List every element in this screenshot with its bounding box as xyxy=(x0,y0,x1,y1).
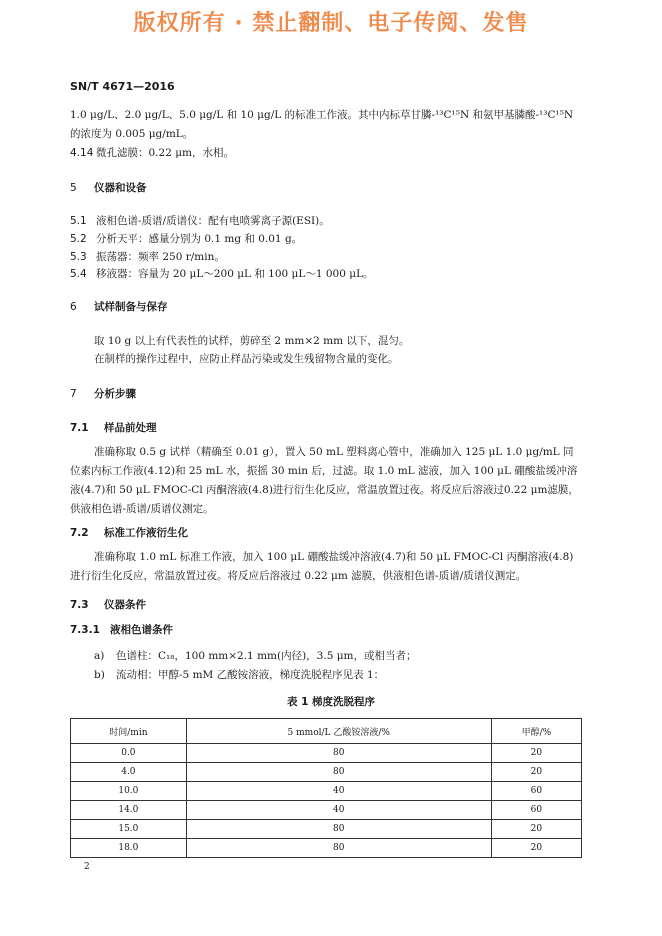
table-cell: 10.0 xyxy=(71,782,187,801)
table-row xyxy=(71,839,582,858)
table-cell: 80 xyxy=(186,839,491,858)
item-number: 5.4 xyxy=(70,268,87,280)
item-number: 4.14 xyxy=(70,147,94,159)
table-cell: 80 xyxy=(186,744,491,763)
section-7-1-heading xyxy=(70,420,157,435)
table-cell: 20 xyxy=(491,839,581,858)
item-text: 分析天平：感量分别为 0.1 mg 和 0.01 g。 xyxy=(96,233,303,245)
list-item-a xyxy=(94,648,417,663)
watermark-text: 版权所有 · 禁止翻制、电子传阅、发售 xyxy=(133,11,529,36)
item-text: 移液器：容量为 20 μL～200 μL 和 100 μL～1 000 μL。 xyxy=(96,268,374,280)
header-methanol: 甲醇/% xyxy=(491,719,581,744)
table-row xyxy=(71,801,582,820)
table-cell: 20 xyxy=(491,763,581,782)
standard-number: SN/T 4671—2016 xyxy=(70,80,175,93)
section-7-1-paragraph: 准确称取 0.5 g 试样（精确至 0.01 g），置入 50 mL 塑料离心管中，准确加入 125 μL 1.0 μg/mL 同位素内标工作液(4.12)和 25 mL 水，振摇 30 min 后，过滤。取 1.0 mL 滤液，加入 100 μL 硼酸盐缓冲溶液(4.7)和 50 μL FMOC-Cl 丙酮溶液(4.8)进行衍生化反应，常温放置过夜。将反应后溶液过0.22 μm滤膜，供液相色谱-质谱/质谱仪测定。 xyxy=(70,446,579,515)
gradient-table xyxy=(70,718,582,858)
table-cell: 60 xyxy=(491,801,581,820)
table-cell: 15.0 xyxy=(71,820,187,839)
section-number: 5 xyxy=(70,182,77,194)
table-cell: 60 xyxy=(491,782,581,801)
section-6-paragraph-1: 取 10 g 以上有代表性的试样，剪碎至 2 mm×2 mm 以下，混匀。 xyxy=(94,335,410,347)
table-cell: 20 xyxy=(491,744,581,763)
item-text: 微孔滤膜：0.22 μm，水相。 xyxy=(96,147,234,159)
section-title: 液相色谱条件 xyxy=(110,624,173,636)
table-cell: 14.0 xyxy=(71,801,187,820)
table-row xyxy=(71,782,582,801)
section-5-heading xyxy=(70,180,147,195)
table-title: 表 1 梯度洗脱程序 xyxy=(286,696,376,708)
list-item-b xyxy=(94,667,384,682)
table-row xyxy=(71,744,582,763)
item-4-14 xyxy=(70,145,234,160)
section-number: 6 xyxy=(70,301,77,313)
page-number: 2 xyxy=(84,862,90,872)
item-text: 振荡器：频率 250 r/min。 xyxy=(96,251,225,263)
section-number: 7.3.1 xyxy=(70,624,100,636)
item-5-1 xyxy=(70,213,330,228)
table-header-row xyxy=(71,719,582,744)
section-number: 7.3 xyxy=(70,599,89,611)
section-7-3-1-heading xyxy=(70,622,173,637)
table-row xyxy=(71,820,582,839)
table-cell: 0.0 xyxy=(71,744,187,763)
table-cell: 80 xyxy=(186,820,491,839)
section-6-heading xyxy=(70,299,168,314)
table-row xyxy=(71,763,582,782)
list-text: 色谱柱：C₁₈，100 mm×2.1 mm(内径)，3.5 μm，或相当者； xyxy=(116,650,417,662)
item-number: 5.1 xyxy=(70,215,87,227)
list-marker: b) xyxy=(94,669,105,681)
section-6-paragraph-2: 在制样的操作过程中，应防止样品污染或发生残留物含量的变化。 xyxy=(94,353,399,365)
section-7-2-heading xyxy=(70,525,188,540)
section-title: 样品前处理 xyxy=(104,422,157,434)
header-time: 时间/min xyxy=(71,719,187,744)
section-title: 仪器和设备 xyxy=(94,182,147,194)
section-number: 7.2 xyxy=(70,527,89,539)
header-ammonium-acetate: 5 mmol/L 乙酸铵溶液/% xyxy=(186,719,491,744)
section-title: 分析步骤 xyxy=(94,388,136,400)
list-text: 流动相：甲醇-5 mM 乙酸铵溶液，梯度洗脱程序见表 1： xyxy=(116,669,385,681)
table-cell: 80 xyxy=(186,763,491,782)
table-cell: 4.0 xyxy=(71,763,187,782)
table-cell: 40 xyxy=(186,801,491,820)
item-5-2 xyxy=(70,231,302,246)
section-title: 试样制备与保存 xyxy=(94,301,168,313)
item-text: 液相色谱-质谱/质谱仪：配有电喷雾离子源(ESI)。 xyxy=(96,215,330,227)
item-5-3 xyxy=(70,249,225,264)
section-title: 仪器条件 xyxy=(104,599,146,611)
section-number: 7 xyxy=(70,388,77,400)
section-7-heading xyxy=(70,386,136,401)
table-cell: 40 xyxy=(186,782,491,801)
section-7-3-heading xyxy=(70,597,146,612)
item-number: 5.3 xyxy=(70,251,87,263)
section-title: 标准工作液衍生化 xyxy=(104,527,188,539)
list-marker: a) xyxy=(94,650,105,662)
paragraph-4-13-continued: 1.0 μg/L、2.0 μg/L、5.0 μg/L 和 10 μg/L 的标准工作液。其中内标草甘膦-¹³C¹⁵N 和氨甲基膦酸-¹³C¹⁵N的浓度为 0.005 μg/mL。 xyxy=(70,109,574,140)
section-7-2-paragraph: 准确称取 1.0 mL 标准工作液，加入 100 μL 硼酸盐缓冲溶液(4.7)和 50 μL FMOC-Cl 丙酮溶液(4.8)进行衍生化反应，常温放置过夜。将反应后溶液过 0.22 μm 滤膜，供液相色谱-质谱/质谱仪测定。 xyxy=(70,551,574,582)
table-cell: 18.0 xyxy=(71,839,187,858)
table-cell: 20 xyxy=(491,820,581,839)
item-5-4 xyxy=(70,266,374,281)
item-number: 5.2 xyxy=(70,233,87,245)
section-number: 7.1 xyxy=(70,422,89,434)
